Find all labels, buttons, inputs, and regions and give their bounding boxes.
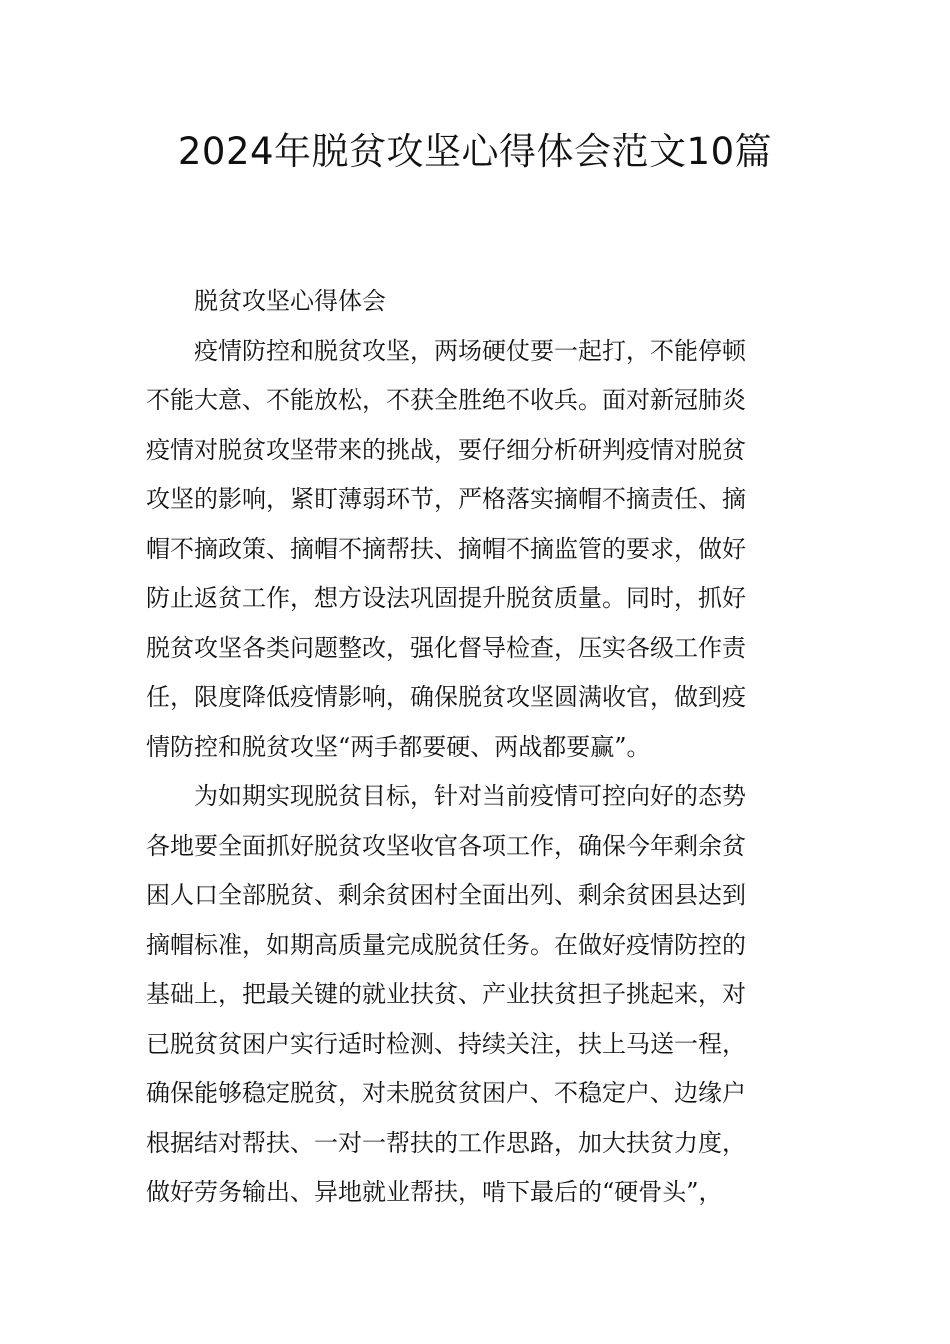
document-body bbox=[146, 277, 808, 1218]
paragraph-line: 情防控和脱贫攻坚“两手都要硬、两战都要赢”。 bbox=[146, 732, 651, 761]
paragraph-line: 为如期实现脱贫目标，针对当前疫情可控向好的态势 bbox=[194, 782, 746, 810]
paragraph-line: 困人口全部脱贫、剩余贫困村全面出列、剩余贫困县达到 bbox=[146, 881, 746, 909]
paragraph-line: 根据结对帮扶、一对一帮扶的工作思路，加大扶贫力度， bbox=[146, 1128, 746, 1157]
paragraph-line: 已脱贫贫困户实行适时检测、持续关注，扶上马送一程， bbox=[146, 1029, 746, 1058]
paragraph-1 bbox=[146, 327, 808, 773]
paragraph-line: 确保能够稳定脱贫，对未脱贫贫困户、不稳定户、边缘户 bbox=[146, 1079, 746, 1107]
paragraph-line: 攻坚的影响，紧盯薄弱环节，严格落实摘帽不摘责任、摘 bbox=[146, 485, 746, 513]
paragraph-line: 任，限度降低疫情影响，确保脱贫攻坚圆满收官，做到疫 bbox=[146, 683, 746, 711]
paragraph-line: 帽不摘政策、摘帽不摘帮扶、摘帽不摘监管的要求，做好 bbox=[146, 534, 746, 563]
paragraph-line: 做好劳务输出、异地就业帮扶，啃下最后的“硬骨头”， bbox=[146, 1178, 723, 1206]
paragraph-line: 摘帽标准，如期高质量完成脱贫任务。在做好疫情防控的 bbox=[146, 930, 746, 959]
paragraph-line: 脱贫攻坚各类问题整改，强化督导检查，压实各级工作责 bbox=[146, 633, 746, 662]
section-heading: 脱贫攻坚心得体会 bbox=[194, 287, 386, 315]
paragraph-line: 疫情对脱贫攻坚带来的挑战，要仔细分析研判疫情对脱贫 bbox=[146, 435, 746, 464]
paragraph-line: 不能大意、不能放松，不获全胜绝不收兵。面对新冠肺炎 bbox=[146, 386, 746, 414]
document-title: 2024年脱贫攻坚心得体会范文10篇 bbox=[177, 130, 773, 173]
paragraph-2 bbox=[146, 772, 808, 1218]
paragraph-line: 疫情防控和脱贫攻坚，两场硬仗要一起打，不能停顿 bbox=[194, 336, 746, 365]
paragraph-line: 基础上，把最关键的就业扶贫、产业扶贫担子挑起来，对 bbox=[146, 980, 746, 1008]
paragraph-line: 各地要全面抓好脱贫攻坚收官各项工作，确保今年剩余贫 bbox=[146, 831, 746, 860]
paragraph-line: 防止返贫工作，想方设法巩固提升脱贫质量。同时，抓好 bbox=[146, 584, 746, 612]
